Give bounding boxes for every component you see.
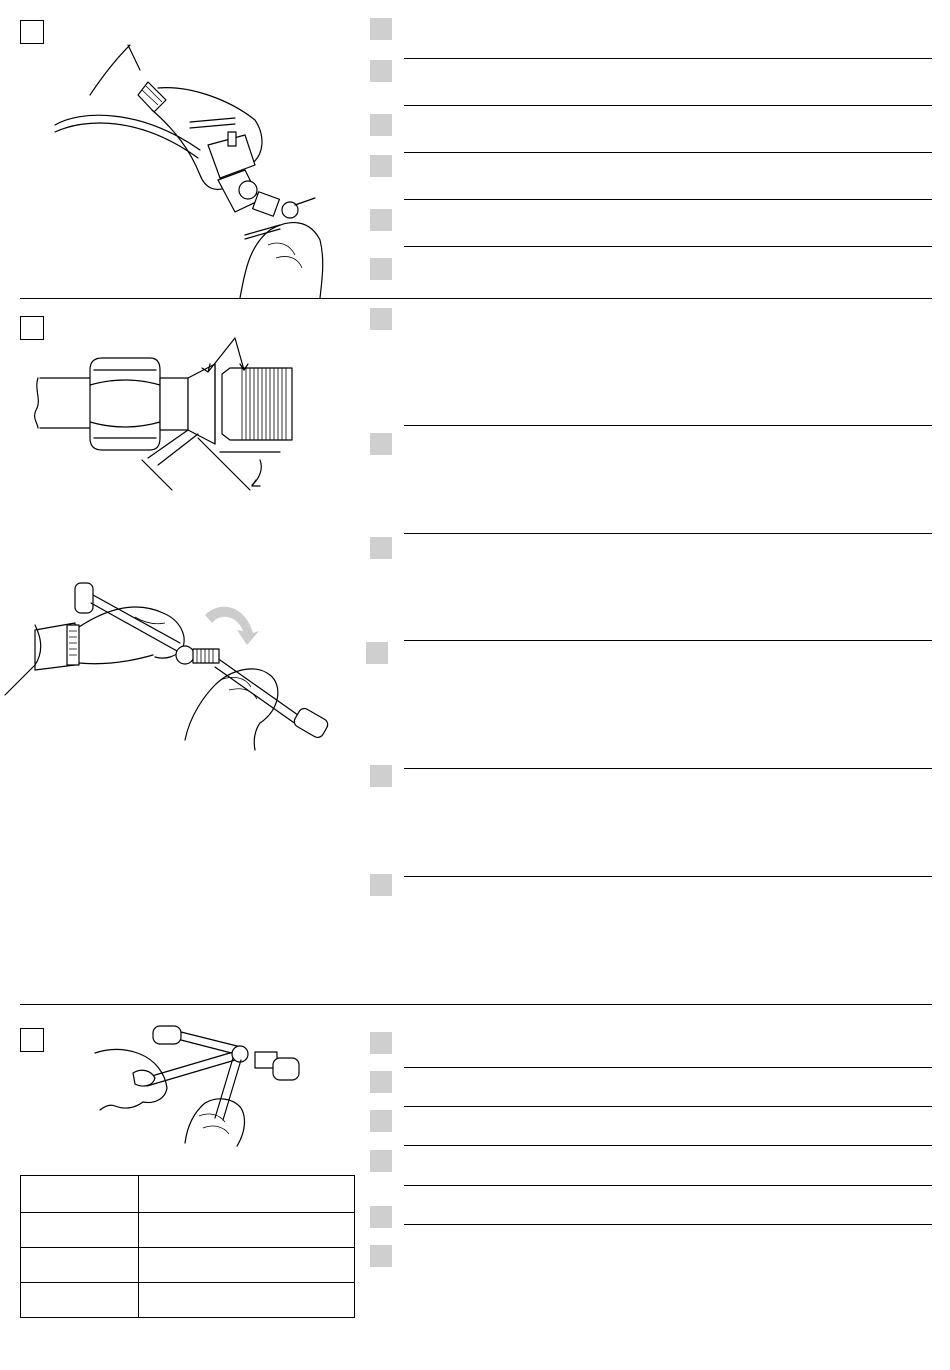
torque-table [20, 1175, 355, 1318]
step-divider [404, 1067, 932, 1068]
torque-wrench-illustration [95, 1018, 300, 1148]
step-divider [404, 876, 932, 877]
step-divider [404, 1106, 932, 1107]
step-divider [404, 1185, 932, 1186]
step-marker [370, 114, 392, 136]
table-row [21, 1213, 355, 1248]
step-divider [404, 640, 932, 641]
section-number-box [20, 1028, 44, 1052]
table-row [21, 1283, 355, 1318]
step-divider [404, 246, 932, 247]
table-header-cell [139, 1176, 355, 1213]
step-marker [370, 258, 392, 280]
table-cell [139, 1213, 355, 1248]
step-divider [404, 533, 932, 534]
table-header-cell [21, 1176, 139, 1213]
step-marker [370, 874, 392, 896]
step-marker [370, 765, 392, 787]
step-marker [370, 1150, 392, 1172]
step-marker [370, 537, 392, 559]
step-divider [404, 1145, 932, 1146]
step-divider [404, 105, 932, 106]
table-cell [21, 1283, 139, 1318]
step-divider [404, 58, 932, 59]
step-marker [370, 1032, 392, 1054]
table-cell [139, 1283, 355, 1318]
step-divider [404, 768, 932, 769]
table-cell [21, 1248, 139, 1283]
step-marker [370, 155, 392, 177]
step-marker [370, 209, 392, 231]
table-header-row [21, 1176, 355, 1213]
table-row [21, 1248, 355, 1283]
step-marker [370, 1110, 392, 1132]
section-separator [20, 1004, 932, 1005]
step-marker [370, 1071, 392, 1093]
step-divider [404, 199, 932, 200]
table-cell [139, 1248, 355, 1283]
step-marker [370, 60, 392, 82]
table-cell [21, 1213, 139, 1248]
step-marker [370, 433, 392, 455]
flare-nut-cross-section-illustration [30, 330, 310, 495]
step-marker [370, 18, 392, 40]
flaring-tool-illustration [40, 40, 340, 298]
step-marker [370, 1245, 392, 1267]
step-divider [404, 152, 932, 153]
hands-tightening-flare-nut-illustration [5, 575, 335, 750]
step-marker [366, 642, 388, 664]
step-marker [370, 1206, 392, 1228]
step-marker [370, 308, 392, 330]
step-divider [404, 425, 932, 426]
step-divider [404, 1224, 932, 1225]
section-separator [20, 298, 932, 299]
